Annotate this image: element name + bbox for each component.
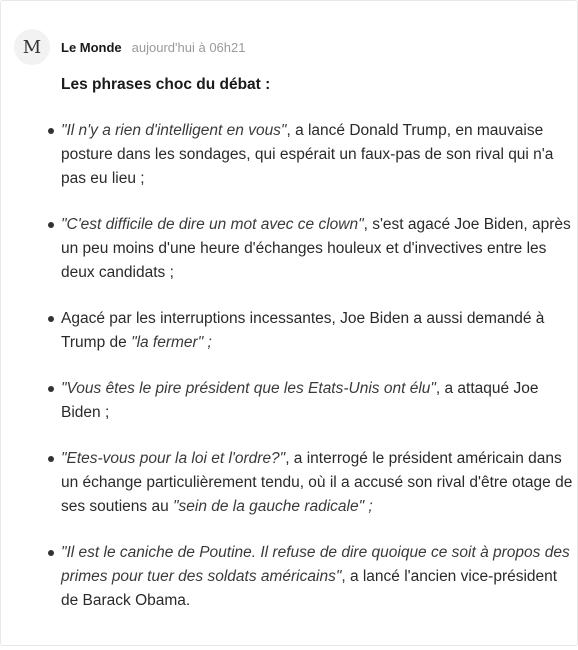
quote-text: "C'est difficile de dire un mot avec ce clown" xyxy=(61,216,364,233)
quote-text: "Il est le caniche de Poutine. Il refuse de dire quoique ce soit à propos des primes pour tuer des soldats américains" xyxy=(61,544,570,585)
body-text: , a lancé l'ancien vice-président de Barack Obama. xyxy=(61,568,558,609)
quote-list xyxy=(61,119,573,613)
quote-text: "Vous êtes le pire président que les Etats-Unis ont élu" xyxy=(61,380,436,397)
source-name[interactable]: Le Monde xyxy=(61,39,122,55)
post-header xyxy=(14,29,245,65)
list-item xyxy=(61,447,573,519)
list-item xyxy=(61,541,573,613)
quote-text: "sein de la gauche radicale" ; xyxy=(173,498,373,515)
avatar[interactable] xyxy=(14,29,50,65)
body-text: , a attaqué Joe Biden ; xyxy=(61,380,539,421)
quote-text: "Etes-vous pour la loi et l'ordre?" xyxy=(61,450,286,467)
svg-text:M: M xyxy=(22,37,42,57)
list-item xyxy=(61,213,573,285)
list-item xyxy=(61,119,573,191)
body-text: , a interrogé le président américain dans un échange particulièrement tendu, où il a accusé son rival d'être otage de ses soutiens au xyxy=(61,450,573,515)
post-body xyxy=(61,73,573,635)
quote-text: "la fermer" ; xyxy=(131,334,212,351)
quote-text: "Il n'y a rien d'intelligent en vous" xyxy=(61,122,287,139)
body-text: , s'est agacé Joe Biden, après un peu moins d'une heure d'échanges houleux et d'invectives entre les deux candidats ; xyxy=(61,216,571,281)
body-text: , a lancé Donald Trump, en mauvaise posture dans les sondages, qui espérait un faux-pas de son rival qui n'a pas eu lieu ; xyxy=(61,122,554,187)
article-heading: Les phrases choc du débat : xyxy=(61,76,271,93)
le-monde-logo-icon xyxy=(22,37,42,57)
list-item xyxy=(61,307,573,355)
body-text: Agacé par les interruptions incessantes, Joe Biden a aussi demandé à Trump de xyxy=(61,310,545,351)
timestamp[interactable]: aujourd'hui à 06h21 xyxy=(131,39,246,55)
list-item xyxy=(61,377,573,425)
